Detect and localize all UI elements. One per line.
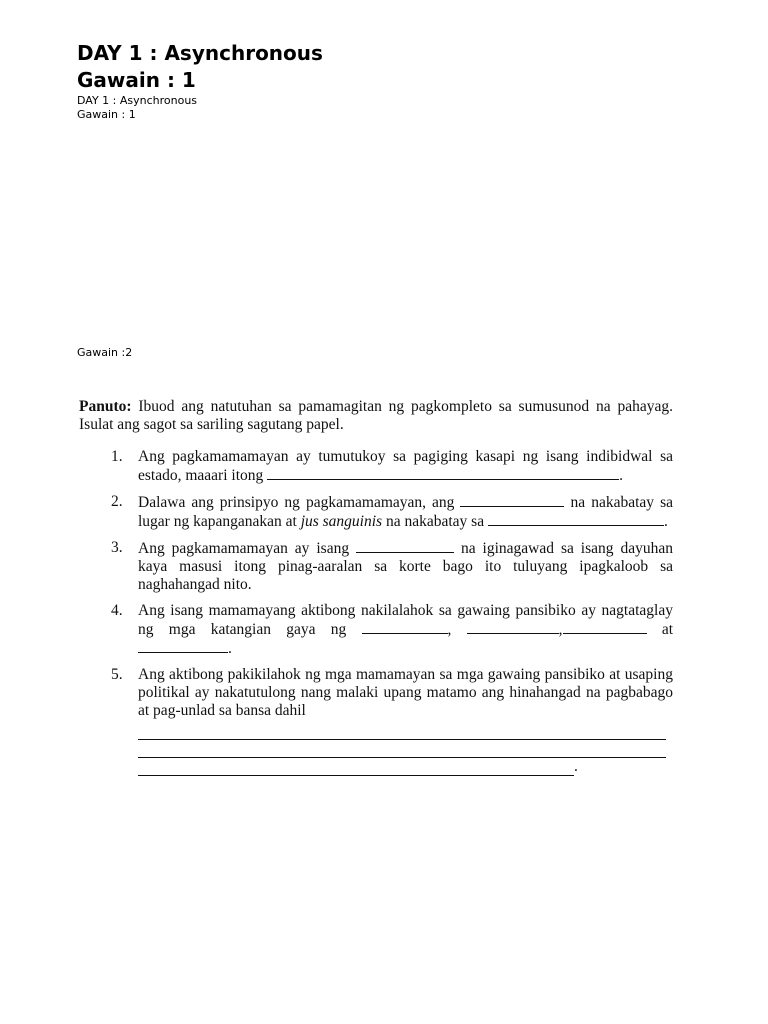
answer-blank[interactable] <box>488 512 664 526</box>
question-number: 4. <box>111 602 123 619</box>
question-text: Dalawa ang prinsipyo ng pagkamamamayan, ang <box>138 494 461 511</box>
question-item-5 <box>79 666 673 776</box>
answer-lines <box>138 722 673 776</box>
question-item-2 <box>79 493 673 531</box>
question-text: Ang aktibong pakikilahok ng mga mamamayan sa mga gawaing pansibiko at usaping politikal ay nakatutulong nang malaki upang matamo ang hinahangad na pagbabago at pag-unlad sa bansa dahil <box>138 666 673 719</box>
answer-blank[interactable] <box>267 466 619 480</box>
question-text: na nakabatay sa <box>382 513 488 530</box>
answer-blank[interactable] <box>460 493 564 507</box>
answer-blank[interactable] <box>563 620 647 634</box>
question-text: at <box>646 621 673 638</box>
subtitle-day: DAY 1 : Asynchronous <box>77 94 198 107</box>
question-text: . <box>619 467 623 484</box>
answer-blank[interactable] <box>138 639 228 653</box>
question-text: , <box>558 621 563 638</box>
question-number: 2. <box>111 493 123 510</box>
question-item-1 <box>79 448 673 485</box>
question-number: 1. <box>111 448 123 465</box>
answer-line[interactable] <box>138 758 574 776</box>
question-number: 5. <box>111 666 123 683</box>
question-item-4 <box>79 602 673 658</box>
section-label-gawain-2: Gawain :2 <box>77 346 133 359</box>
question-text: . <box>663 513 668 530</box>
panuto-label: Panuto: <box>79 398 132 415</box>
page-title-day: DAY 1 : Asynchronous <box>77 41 323 65</box>
panuto-text: Ibuod ang natutuhan sa pamamagitan ng pagkompleto sa sumusunod na pahayag. Isulat ang sagot sa sariling sagutang papel. <box>79 398 673 433</box>
question-text: Ang isang mamamayang aktibong nakilalahok sa gawaing pansibiko ay nagtataglay ng mga katangian gaya ng <box>138 602 673 638</box>
question-text: na iginagawad sa isang dayuhan kaya masusi itong pinag-aaralan sa korte bago ito tuluyang ipagkaloob sa naghahangad nito. <box>138 540 673 593</box>
answer-line-last <box>138 758 673 776</box>
question-item-3 <box>79 539 673 594</box>
answer-blank[interactable] <box>362 620 448 634</box>
question-text-italic: jus sanguinis <box>300 513 383 530</box>
question-list <box>79 448 673 776</box>
instructions <box>79 398 673 434</box>
question-text: . <box>574 758 578 775</box>
page-title-gawain: Gawain : 1 <box>77 68 196 92</box>
worksheet-image <box>79 398 673 784</box>
answer-line[interactable] <box>138 740 666 758</box>
question-text: Ang pagkamamamayan ay tumutukoy sa pagiging kasapi ng isang indibidwal sa estado, maaari itong <box>138 448 673 484</box>
question-text: Ang pagkamamamayan ay isang <box>138 540 357 557</box>
question-text: na nakabatay sa lugar ng kapanganakan at <box>138 494 673 530</box>
answer-line[interactable] <box>138 722 666 740</box>
question-text: , <box>447 621 452 638</box>
subtitle-gawain: Gawain : 1 <box>77 108 136 121</box>
question-text: . <box>228 640 232 657</box>
question-number: 3. <box>111 539 123 556</box>
answer-blank[interactable] <box>356 539 454 553</box>
answer-blank[interactable] <box>467 620 559 634</box>
